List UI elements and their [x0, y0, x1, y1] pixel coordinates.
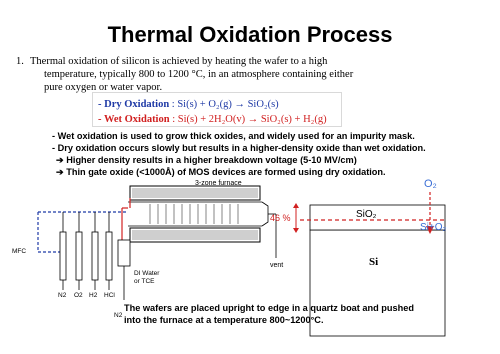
furnace-label: 3-zone furnace: [195, 180, 242, 187]
percent-label: 46 %: [270, 213, 291, 223]
di-water-label-2: or TCE: [134, 278, 155, 285]
caption: [124, 302, 424, 326]
caption-line-1: The wafers are placed upright to edge in a quartz boat and pushed: [124, 303, 414, 313]
dry-reaction: - Dry Oxidation : Si(s) + O₂(g) → SiO₂(s): [98, 99, 279, 110]
gas-manifold: [38, 212, 128, 252]
bullet-dry: - Dry oxidation occurs slowly but results in a higher-density oxide than wet oxidation.: [52, 143, 426, 153]
wet-reaction: - Wet Oxidation : Si(s) + 2H₂O(v) → SiO₂(s) + H₂(g): [98, 114, 327, 125]
n2-bubbler-label: N2: [114, 312, 123, 319]
sio2-label: SiO₂: [356, 209, 377, 220]
mfc-label: MFC: [12, 248, 27, 255]
gas-o2-label: O2: [74, 292, 83, 299]
dry-label: Dry Oxidation: [104, 99, 170, 110]
vent-label: vent: [270, 262, 284, 269]
si-label: Si: [369, 256, 379, 268]
page-title: Thermal Oxidation Process: [107, 22, 393, 47]
wet-label: Wet Oxidation: [103, 114, 170, 125]
wafer-boat: [150, 204, 238, 224]
caption-line-2: into the furnace at a temperature 800~1200°C.: [124, 315, 324, 325]
intro-line-3: pure oxygen or water vapor.: [44, 82, 163, 93]
intro-line-1: Thermal oxidation of silicon is achieved by heating the wafer to a high: [30, 56, 328, 67]
list-number: 1.: [16, 56, 24, 67]
dry-equation: : Si(s) + O₂(g) → SiO₂(s): [171, 99, 279, 110]
bullet-breakdown: ➔ Higher density results in a higher breakdown voltage (5-10 MV/cm): [56, 155, 357, 165]
gas-h2-label: H2: [89, 292, 98, 299]
di-water-bubbler: [118, 240, 130, 266]
bullet-gate-oxide: ➔ Thin gate oxide (<1000Å) of MOS devices are formed using dry oxidation.: [56, 167, 386, 177]
intro-line-2: temperature, typically 800 to 1200 °C, in an atmosphere containing either: [44, 69, 354, 80]
si-o2-label: Si+O₂: [420, 222, 447, 233]
gas-hcl-label: HCl: [104, 292, 115, 299]
wet-equation: : Si(s) + 2H₂O(v) → SiO₂(s) + H₂(g): [172, 114, 327, 125]
o2-label: O₂: [424, 178, 437, 190]
gas-n2-label: N2: [58, 292, 67, 299]
bullet-wet: - Wet oxidation is used to grow thick oxides, and widely used for an impurity mask.: [52, 131, 415, 141]
di-water-label-1: DI Water: [134, 270, 160, 277]
gas-mfc-columns: [60, 232, 112, 280]
